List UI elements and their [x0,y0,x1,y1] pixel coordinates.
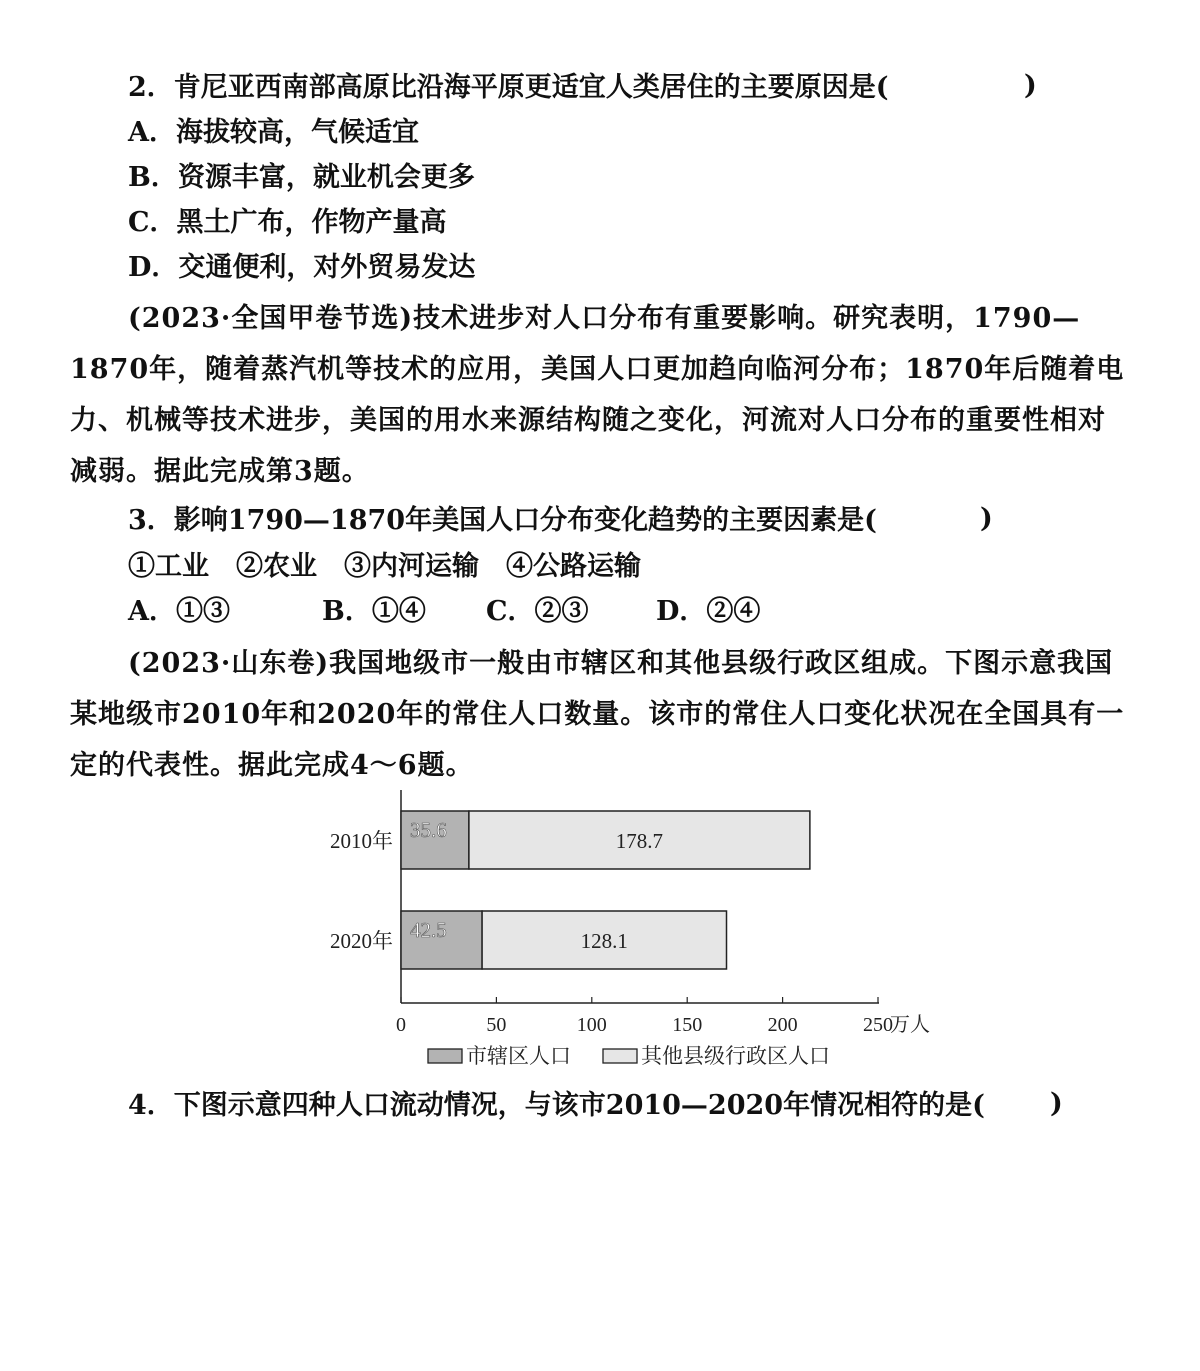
passage-1: (2023·全国甲卷节选)技术进步对人口分布有重要影响。研究表明，1790—1870年，随着蒸汽机等技术的应用，美国人口更加趋向临河分布；1870年后随着电力、机械等技术进步，美国的用水来源结构随之变化，河流对人口分布的重要性相对减弱。据此完成第3题。 [70,303,1125,487]
q4-close-paren: ) [1050,1088,1063,1119]
q3-option-b: B．①④ [322,596,426,627]
x-tick-label: 250 [863,1014,893,1036]
legend-swatch [428,1049,462,1063]
legend-label: 其他县级行政区人口 [641,1044,830,1068]
x-tick-label: 100 [576,1014,607,1036]
q3-option-c: C．②③ [486,596,589,627]
q3-items: ①工业 ②农业 ③内河运输 ④公路运输 [128,551,641,582]
legend-label: 市辖区人口 [466,1044,571,1068]
bar-value-label: 178.7 [615,829,664,853]
x-tick-label: 50 [486,1014,507,1036]
category-label: 2010年 [330,829,393,853]
x-unit-label: 万人 [890,1014,930,1036]
q3-stem: 3．影响1790—1870年美国人口分布变化趋势的主要因素是( [128,505,877,536]
bar-value-label: 128.1 [580,929,628,953]
x-tick-label: 200 [767,1014,798,1036]
x-tick-label: 0 [396,1014,406,1036]
x-tick-label: 150 [672,1014,703,1036]
q4-stem: 4．下图示意四种人口流动情况，与该市2010—2020年情况相符的是( [128,1090,985,1121]
population-stacked-bar-chart [300,785,960,1085]
q2-close-paren: ) [1024,70,1037,101]
q2-option-b: B．资源丰富，就业机会更多 [128,162,475,193]
q2-option-a: A．海拔较高，气候适宜 [128,117,419,148]
category-label: 2020年 [330,929,393,953]
q2-option-c: C．黑土广布，作物产量高 [128,207,447,238]
q2-stem: 2．肯尼亚西南部高原比沿海平原更适宜人类居住的主要原因是( [128,72,889,103]
passage-2: (2023·山东卷)我国地级市一般由市辖区和其他县级行政区组成。下图示意我国某地级市2010年和2020年的常住人口数量。该市的常住人口变化状况在全国具有一定的代表性。据此完成4～6题。 [70,648,1125,781]
q3-close-paren: ) [980,503,993,534]
q2-option-d: D．交通便利，对外贸易发达 [128,252,476,283]
bar-value-label: 35.6 [410,818,447,842]
q3-option-d: D．②④ [656,596,761,627]
legend-swatch [603,1049,637,1063]
q3-option-a: A．①③ [128,596,230,627]
bar-value-label: 42.5 [410,918,447,942]
